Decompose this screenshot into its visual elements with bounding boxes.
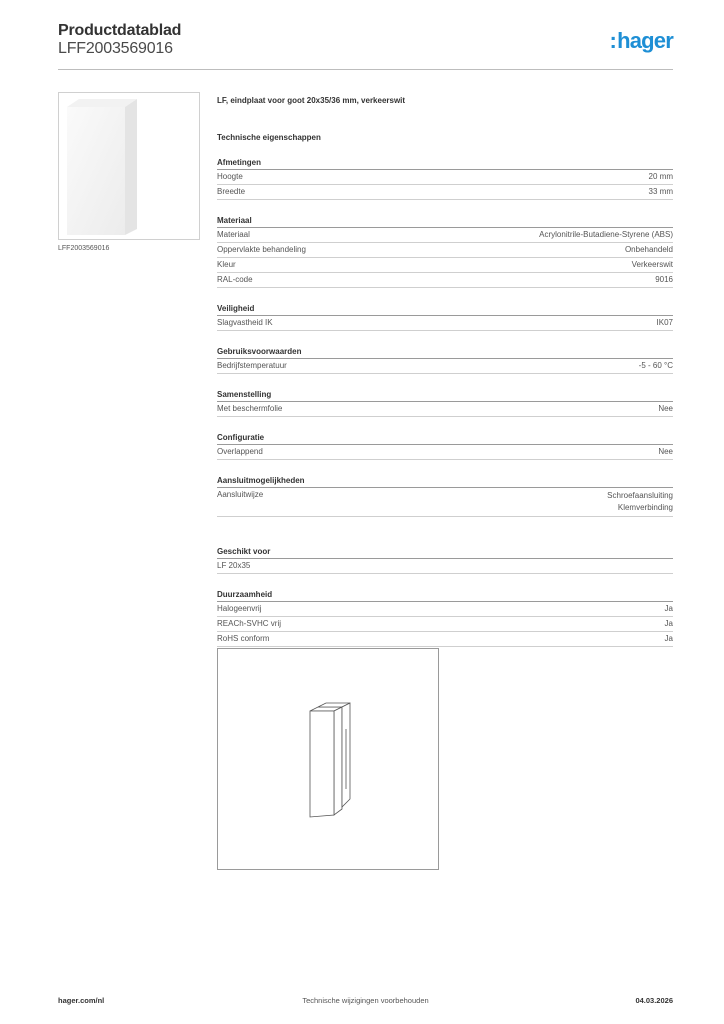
section-material [217,216,673,288]
section-title: Configuratie [217,433,673,445]
spec-label: RAL-code [217,275,253,284]
section-suitable-for [217,547,673,574]
section-title: Materiaal [217,216,673,228]
main-content [217,96,673,676]
spec-label: Hoogte [217,172,243,181]
spec-row [217,273,673,288]
page-header [58,22,673,70]
spec-value: 33 mm [648,187,673,196]
spec-label: Halogeenvrij [217,604,262,613]
spec-label: Bedrijfstemperatuur [217,361,287,370]
spec-value: Onbehandeld [624,245,673,254]
hager-logo [610,28,673,54]
spec-value: Acrylonitrile-Butadiene-Styrene (ABS) [539,230,673,239]
spec-row [217,488,673,517]
spec-value-line: Schroefaansluiting [607,491,673,500]
spec-value [607,490,673,514]
spec-label: LF 20x35 [217,561,251,570]
logo-dots-icon: : [609,28,617,53]
spec-label: Overlappend [217,447,263,456]
footer-date: 04.03.2026 [635,996,673,1005]
spec-row [217,402,673,417]
spec-row [217,445,673,460]
spec-value: Ja [664,619,673,628]
spec-row [217,632,673,647]
section-title: Aansluitmogelijkheden [217,476,673,488]
tech-properties-title: Technische eigenschappen [217,133,321,142]
spec-label: RoHS conform [217,634,270,643]
spec-value: Ja [664,634,673,643]
spec-value: -5 - 60 °C [638,361,673,370]
product-title: LF, eindplaat voor goot 20x35/36 mm, verkeerswit [217,96,406,105]
section-title: Veiligheid [217,304,673,316]
spec-label: Kleur [217,260,236,269]
spec-label: REACh-SVHC vrij [217,619,282,628]
section-safety [217,304,673,331]
logo-text: hager [617,28,673,53]
section-title: Gebruiksvoorwaarden [217,347,673,359]
spec-row [217,602,673,617]
spec-label: Oppervlakte behandeling [217,245,306,254]
spec-label: Materiaal [217,230,250,239]
thumbnail-caption: LFF2003569016 [58,245,110,252]
spec-label: Slagvastheid IK [217,318,273,327]
product-thumbnail-image [59,93,201,241]
spec-row [217,316,673,331]
spec-row [217,559,673,574]
spec-value: Ja [664,604,673,613]
spec-row [217,170,673,185]
spec-row [217,185,673,200]
section-composition [217,390,673,417]
spec-label: Met beschermfolie [217,404,283,413]
spec-value: IK07 [656,318,673,327]
section-title: Duurzaamheid [217,590,673,602]
document-title: Productdatablad [58,22,182,39]
section-title: Geschikt voor [217,547,673,559]
spec-row [217,617,673,632]
product-number: LFF2003569016 [58,40,173,57]
technical-drawing [217,648,439,870]
section-connection [217,476,673,517]
end-plate-drawing [218,649,438,869]
section-dimensions [217,158,673,200]
footer-disclaimer: Technische wijzigingen voorbehouden [302,996,429,1005]
spec-value: Verkeerswit [631,260,673,269]
spec-value: Nee [658,447,673,456]
spec-row [217,258,673,273]
spec-value-line: Klemverbinding [617,503,673,512]
spec-row [217,228,673,243]
section-sustainability [217,590,673,647]
section-title: Samenstelling [217,390,673,402]
page-footer [58,996,673,1010]
spec-row [217,359,673,374]
footer-website[interactable]: hager.com/nl [58,996,105,1005]
section-title: Afmetingen [217,158,673,170]
spec-value: Nee [658,404,673,413]
spec-label: Breedte [217,187,246,196]
section-usage-conditions [217,347,673,374]
section-configuration [217,433,673,460]
product-thumbnail [58,92,200,240]
spec-value: 9016 [655,275,673,284]
spec-value: 20 mm [648,172,673,181]
spec-row [217,243,673,258]
spec-label: Aansluitwijze [217,490,264,499]
